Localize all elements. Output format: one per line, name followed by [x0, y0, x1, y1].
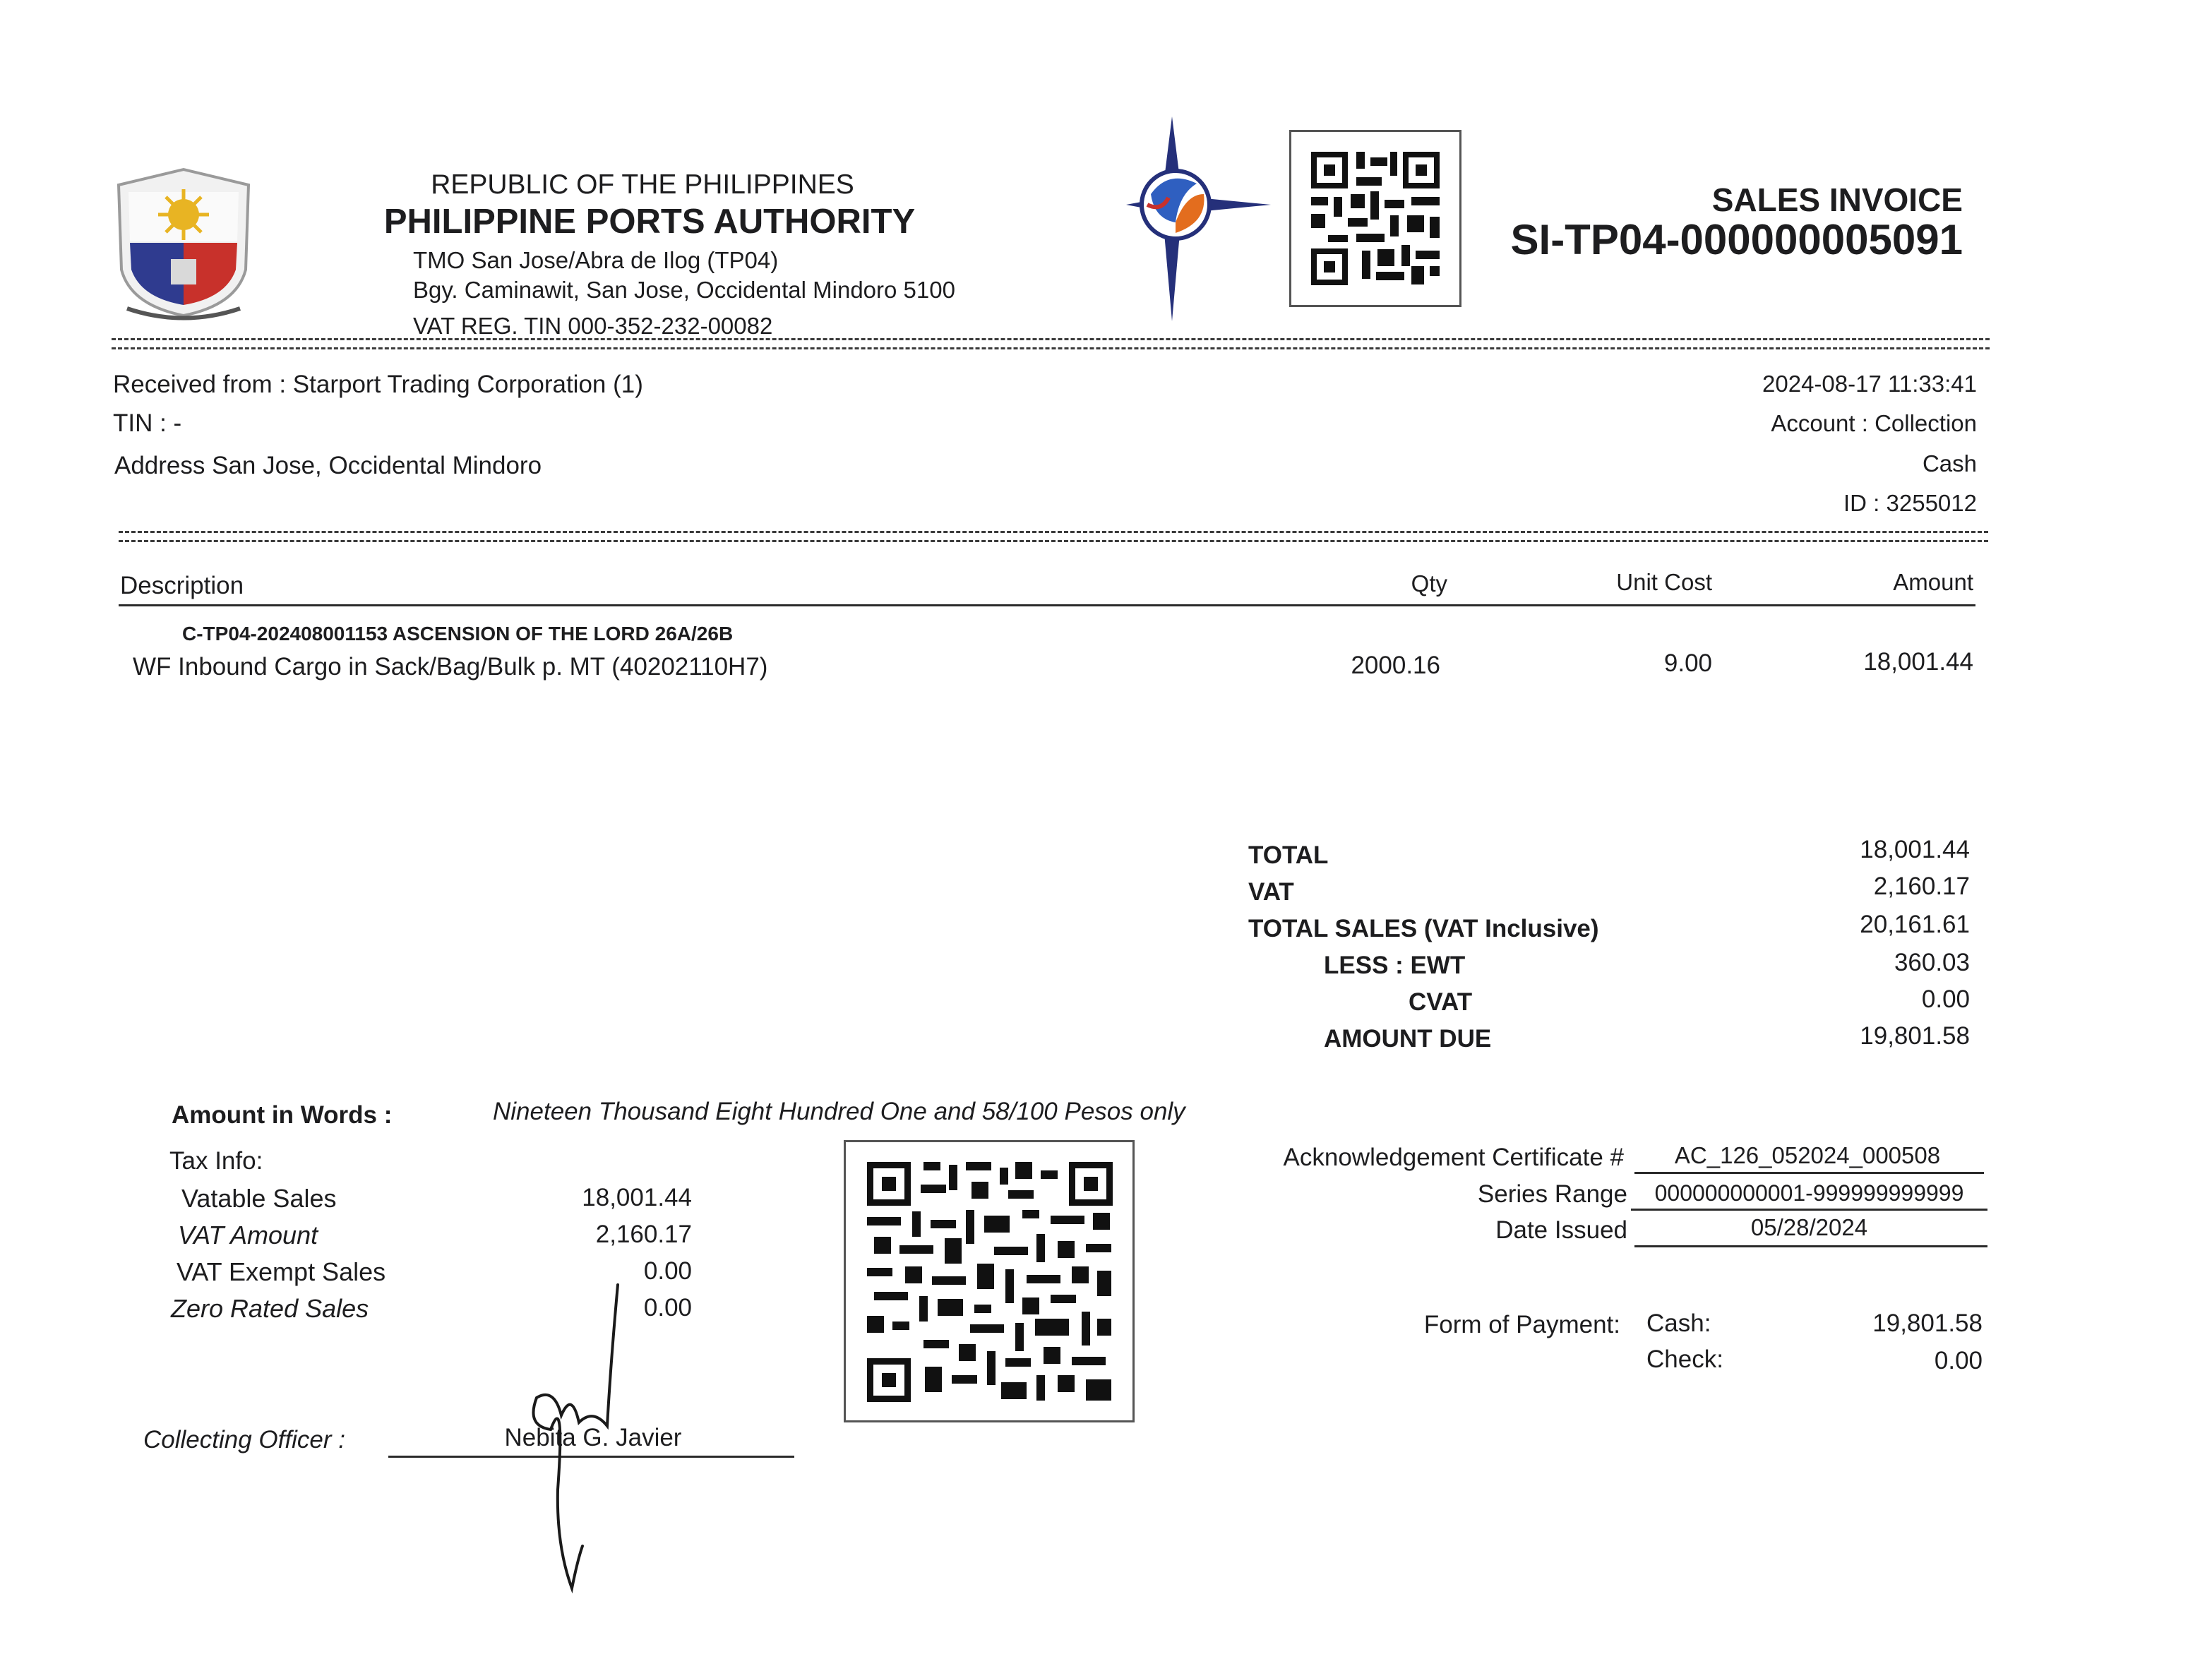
republic-title: REPUBLIC OF THE PHILIPPINES [431, 169, 854, 200]
payment-type: Cash [1922, 450, 1977, 477]
col-header-description: Description [120, 572, 244, 599]
qr-code-icon [1289, 130, 1461, 307]
ph-seal-icon [106, 164, 261, 323]
qr-code-icon [844, 1140, 1135, 1422]
total-sales-value: 20,161.61 [1860, 911, 1970, 938]
cash-value: 19,801.58 [1872, 1310, 1983, 1337]
item-qty: 2000.16 [1351, 652, 1440, 679]
vat-amount-label: VAT Amount [178, 1221, 318, 1249]
col-header-qty: Qty [1411, 570, 1447, 597]
acknowledgement-cert-label: Acknowledgement Certificate # [1283, 1144, 1624, 1171]
amount-due-value: 19,801.58 [1860, 1022, 1970, 1050]
vat-exempt-sales-value: 0.00 [643, 1257, 692, 1285]
cert-underline [1634, 1172, 1984, 1174]
date-issued-label: Date Issued [1495, 1216, 1627, 1244]
item-reference: C-TP04-202408001153 ASCENSION OF THE LORD 26A/26B [182, 623, 734, 645]
cash-label: Cash: [1646, 1310, 1711, 1337]
collecting-officer-label: Collecting Officer : [143, 1426, 345, 1454]
received-from: Received from : Starport Trading Corporation (1) [113, 371, 643, 398]
check-label: Check: [1646, 1346, 1723, 1373]
invoice-datetime: 2024-08-17 11:33:41 [1762, 371, 1977, 397]
total-value: 18,001.44 [1860, 836, 1970, 863]
amount-in-words-value: Nineteen Thousand Eight Hundred One and 58/100 Pesos only [493, 1098, 1185, 1125]
series-range-value: 000000000001-999999999999 [1654, 1180, 1964, 1206]
collecting-officer-name: Nebita G. Javier [504, 1424, 682, 1451]
vat-registration: VAT REG. TIN 000-352-232-00082 [413, 313, 773, 339]
customer-id: ID : 3255012 [1843, 490, 1977, 516]
amount-due-label: AMOUNT DUE [1324, 1025, 1492, 1053]
col-header-amount: Amount [1893, 569, 1973, 595]
vat-exempt-sales-label: VAT Exempt Sales [177, 1257, 386, 1286]
vat-label: VAT [1248, 878, 1294, 906]
date-issued-value: 05/28/2024 [1750, 1214, 1868, 1240]
document-type: SALES INVOICE [1711, 181, 1963, 218]
series-underline [1631, 1209, 1987, 1211]
zero-rated-sales-label: Zero Rated Sales [171, 1294, 369, 1323]
check-value: 0.00 [1934, 1347, 1983, 1374]
acknowledgement-cert-value: AC_126_052024_000508 [1674, 1142, 1941, 1168]
vatable-sales-label: Vatable Sales [181, 1184, 337, 1213]
separator [112, 338, 1990, 349]
item-unit-cost: 9.00 [1663, 649, 1712, 677]
vat-value: 2,160.17 [1873, 873, 1970, 900]
item-description: WF Inbound Cargo in Sack/Bag/Bulk p. MT (40202110H7) [133, 653, 768, 681]
separator [119, 531, 1988, 542]
account-type: Account : Collection [1771, 410, 1977, 436]
ewt-label: LESS : EWT [1324, 952, 1466, 979]
office-address: Bgy. Caminawit, San Jose, Occidental Mindoro 5100 [413, 277, 955, 303]
form-of-payment-label: Form of Payment: [1423, 1311, 1620, 1338]
agency-name: PHILIPPINE PORTS AUTHORITY [383, 203, 916, 241]
signature-icon [494, 1278, 635, 1595]
table-header-rule [119, 604, 1975, 606]
tin: TIN : - [113, 409, 182, 437]
date-underline [1634, 1245, 1987, 1247]
cvat-label: CVAT [1409, 988, 1473, 1016]
total-sales-label: TOTAL SALES (VAT Inclusive) [1248, 915, 1599, 942]
col-header-unit-cost: Unit Cost [1616, 569, 1712, 595]
cvat-value: 0.00 [1921, 985, 1970, 1013]
invoice-number: SI-TP04-000000005091 [1510, 216, 1963, 263]
ewt-value: 360.03 [1894, 949, 1970, 976]
vatable-sales-value: 18,001.44 [582, 1184, 692, 1211]
series-range-label: Series Range [1477, 1180, 1627, 1208]
zero-rated-sales-value: 0.00 [643, 1294, 692, 1322]
total-label: TOTAL [1248, 841, 1329, 869]
customer-address: Address San Jose, Occidental Mindoro [114, 452, 542, 479]
vat-amount-value: 2,160.17 [595, 1221, 692, 1248]
ppa-logo-icon [1126, 116, 1274, 321]
amount-in-words-label: Amount in Words : [172, 1101, 393, 1129]
tax-info-title: Tax Info: [169, 1147, 263, 1175]
item-amount: 18,001.44 [1863, 648, 1973, 676]
office-name: TMO San Jose/Abra de Ilog (TP04) [413, 247, 779, 273]
